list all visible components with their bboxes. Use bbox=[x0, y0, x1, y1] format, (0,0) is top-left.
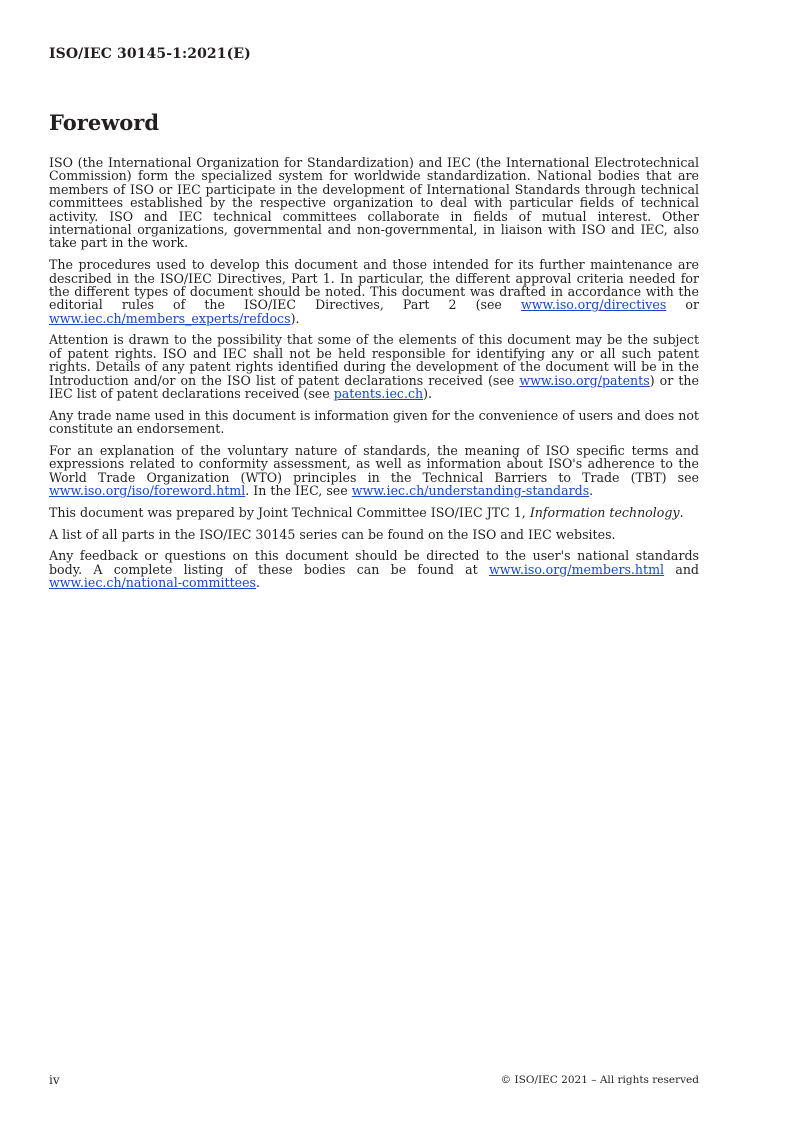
link-iec-refdocs[interactable]: www.iec.ch/members_experts/refdocs bbox=[49, 310, 291, 326]
paragraph-prepared-by: This document was prepared by Joint Technical Committee ISO/IEC JTC 1, Information technology. bbox=[49, 504, 684, 520]
link-iec-understanding-standards[interactable]: www.iec.ch/understanding-standards bbox=[351, 483, 590, 499]
link-iso-members[interactable]: www.iso.org/members.html bbox=[488, 561, 665, 577]
copyright-notice: © ISO/IEC 2021 – All rights reserved bbox=[500, 1074, 699, 1086]
document-id-header: ISO/IEC 30145-1:2021(E) bbox=[49, 46, 251, 62]
link-iso-foreword[interactable]: www.iso.org/iso/foreword.html bbox=[49, 483, 246, 499]
link-iec-national-committees[interactable]: www.iec.ch/national-committees bbox=[49, 575, 257, 591]
paragraph-organizations: ISO (the International Organization for Standardization) and IEC (the International Electrotechnical Commission) form the specialized system for worldwide standardization. National bodies that are members of ISO or IEC participate in the development of International Standards through technical committees established by the respective organization to deal with particular fields of technical activity. ISO and IEC technical committees collaborate in fields of mutual interest. Other international organizations, governmental and non-governmental, in liaison with ISO and IEC, also take part in the work. bbox=[49, 155, 699, 251]
page-title: Foreword bbox=[49, 110, 160, 135]
paragraph-parts-list: A list of all parts in the ISO/IEC 30145 series can be found on the ISO and IEC websites. bbox=[49, 526, 616, 542]
paragraph-voluntary-nature: For an explanation of the voluntary nature of standards, the meaning of ISO specific terms and expressions related to conformity assessment, as well as information about ISO's adherence to the World Trade Organization (WTO) principles in the Technical Barriers to Trade (TBT) see www.iso.org/iso/foreword.html. In the IEC, see www.iec.ch/understanding-standards. bbox=[49, 442, 699, 499]
committee-name: Information technology bbox=[529, 504, 680, 520]
paragraph-feedback: Any feedback or questions on this document should be directed to the user's national standards body. A complete listing of these bodies can be found at www.iso.org/members.html and www.iec.ch/national-committees. bbox=[49, 548, 699, 591]
page-number: iv bbox=[49, 1073, 60, 1087]
link-iso-patents[interactable]: www.iso.org/patents bbox=[519, 372, 650, 388]
paragraph-trade-name: Any trade name used in this document is information given for the convenience of users and does not constitute an endorsement. bbox=[49, 407, 699, 437]
paragraph-procedures: The procedures used to develop this document and those intended for its further maintenance are described in the ISO/IEC Directives, Part 1. In particular, the different approval criteria needed for the different types of document should be noted. This document was drafted in accordance with the editorial rules of the ISO/IEC Directives, Part 2 (see www.iso.org/directives or www.iec.ch/members_experts/refdocs). bbox=[49, 257, 700, 326]
link-iec-patents[interactable]: patents.iec.ch bbox=[333, 386, 424, 402]
foreword-body bbox=[49, 156, 699, 598]
link-iso-directives[interactable]: www.iso.org/directives bbox=[520, 297, 667, 313]
paragraph-patent-rights: Attention is drawn to the possibility that some of the elements of this document may be the subject of patent rights. ISO and IEC shall not be held responsible for identifying any or all such patent rights. Details of any patent rights identified during the development of the document will be in the Introduction and/or on the ISO list of patent declarations received (see www.iso.org/patents) or the IEC list of patent declarations received (see patents.iec.ch). bbox=[49, 332, 699, 402]
